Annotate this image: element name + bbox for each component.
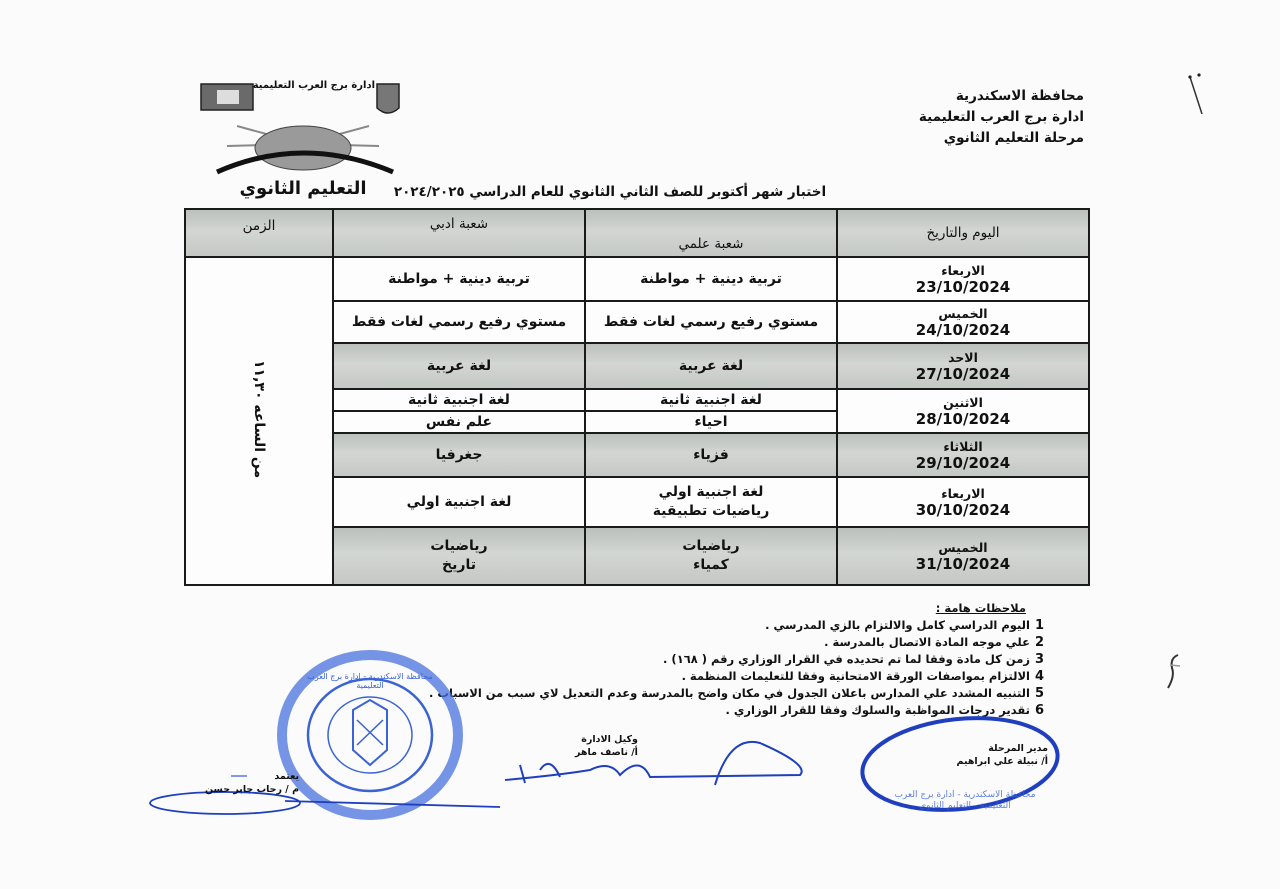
logo-emblem-icon	[197, 78, 409, 178]
note-text: زمن كل مادة وفقا لما تم تحديده في القرار الوزاري رقم ( ١٦٨) .	[663, 652, 1030, 666]
pen-mark-icon	[1185, 72, 1215, 122]
header-day-date-label: اليوم والتاريخ	[926, 225, 1000, 241]
science-subject: فزياء	[693, 447, 729, 463]
science-subject: لغة اجنبية اولي	[658, 484, 764, 500]
day-date-cell	[837, 389, 1089, 433]
notes-section	[429, 600, 1044, 719]
header-time: الزمن	[185, 209, 333, 257]
exam-date: 27/10/2024	[915, 364, 1011, 383]
approval-signature-block	[205, 770, 299, 796]
exam-date: 28/10/2024	[915, 409, 1011, 428]
day-name: الاربعاء	[941, 485, 985, 501]
literary-subject: لغة عربية	[426, 358, 492, 374]
science-subject: كمياء	[693, 557, 729, 573]
logo-top-text: ادارة برج العرب التعليمية	[252, 80, 375, 91]
note-number: 6	[1034, 703, 1044, 718]
exam-schedule-table	[184, 208, 1090, 586]
approval-handwritten-signature-icon	[145, 775, 505, 820]
exam-date: 23/10/2024	[915, 277, 1011, 296]
science-cell	[585, 301, 837, 343]
pen-scribble-icon	[1160, 650, 1190, 695]
literary-subject: جغرفيا	[435, 447, 483, 463]
literary-cell	[333, 527, 585, 585]
science-cell	[585, 343, 837, 389]
note-number: 4	[1034, 669, 1044, 684]
note-item	[429, 617, 1044, 634]
time-cell	[185, 257, 333, 585]
day-date-cell	[837, 477, 1089, 527]
director-name: أ/ نبيلة علي ابراهيم	[956, 756, 1048, 767]
table-header-row	[185, 209, 1089, 257]
exam-date: 24/10/2024	[915, 320, 1011, 339]
note-text: التنبيه المشدد علي المدارس باعلان الجدول في مكان واضح بالمدرسة وعدم التعديل لاي سبب من الاسباب .	[429, 686, 1030, 700]
header-block	[919, 86, 1084, 149]
note-item	[429, 651, 1044, 668]
deputy-handwritten-signature-icon	[500, 735, 810, 795]
science-subject: رياضيات تطبيقية	[652, 503, 770, 519]
deputy-title: وكيل الادارة	[581, 734, 638, 745]
day-name: الاربعاء	[941, 262, 985, 278]
literary-subject: لغة اجنبية ثانية	[333, 389, 585, 411]
header-administration: ادارة برج العرب التعليمية	[918, 109, 1084, 125]
approval-name: م / رحاب جابر حسن	[205, 784, 300, 795]
note-text: علي موجه المادة الاتصال بالمدرسة .	[824, 635, 1030, 649]
literary-cell	[333, 433, 585, 477]
day-date-cell	[837, 527, 1089, 585]
logo-bottom-text: التعليم الثانوي	[239, 178, 367, 199]
note-text: الالتزام بمواصفات الورقة الامتحانية وفقا للتعليمات المنظمة .	[681, 669, 1030, 683]
literary-subject: رياضيات	[430, 538, 488, 554]
science-subject: مستوي رفيع رسمي لغات فقط	[603, 314, 819, 330]
note-number: 3	[1034, 652, 1044, 667]
director-title: مدير المرحلة	[988, 743, 1048, 754]
literary-cell	[333, 343, 585, 389]
day-date-cell	[837, 343, 1089, 389]
page-title: اختبار شهر أكتوبر للصف الثاني الثانوي للعام الدراسي ٢٠٢٤/٢٠٢٥	[393, 184, 827, 200]
day-date-cell	[837, 301, 1089, 343]
notes-title: ملاحظات هامة :	[935, 601, 1026, 615]
note-text: تقدير درجات المواظبة والسلوك وفقا للقرار الوزاري .	[725, 703, 1030, 717]
logo	[197, 78, 409, 202]
science-subject: احياء	[585, 411, 837, 433]
exam-date: 29/10/2024	[915, 453, 1011, 472]
header-day-date	[837, 209, 1089, 257]
header-literary: شعبة ادبي	[333, 209, 585, 257]
deputy-name: أ/ ناصف ماهر	[575, 747, 638, 758]
literary-cell	[333, 301, 585, 343]
literary-subject: تربية دينية + مواطنة	[388, 271, 530, 287]
science-subject: لغة عربية	[678, 358, 744, 374]
day-name: الخميس	[938, 305, 988, 321]
note-number: 2	[1034, 635, 1044, 650]
day-name: الثلاثاء	[943, 438, 983, 454]
day-name: الاحد	[948, 349, 978, 365]
approval-title: يعتمد	[274, 771, 300, 782]
seal-ring-text: محافظة الاسكندرية - ادارة برج العرب التعليمية	[307, 672, 433, 690]
science-cell	[585, 477, 837, 527]
literary-cell	[333, 257, 585, 301]
header-stage: مرحلة التعليم الثانوي	[943, 130, 1084, 146]
day-name: الخميس	[938, 539, 988, 555]
science-cell	[585, 257, 837, 301]
exam-time: من الساعه ١١,٣٠	[251, 359, 267, 479]
header-governorate: محافظة الاسكندرية	[955, 88, 1084, 104]
science-cell	[585, 433, 837, 477]
header-science: شعبة علمي	[585, 209, 837, 257]
day-date-cell	[837, 433, 1089, 477]
science-subject: لغة اجنبية ثانية	[585, 389, 837, 411]
note-text: اليوم الدراسي كامل والالتزام بالزي المدرسي .	[765, 618, 1030, 632]
note-number: 5	[1034, 686, 1044, 701]
science-cell	[585, 527, 837, 585]
science-subject: رياضيات	[682, 538, 740, 554]
day-name: الاثنين	[943, 394, 983, 410]
director-signature-block	[957, 742, 1049, 768]
literary-subject: مستوي رفيع رسمي لغات فقط	[351, 314, 567, 330]
literary-cell	[333, 477, 585, 527]
note-item	[429, 634, 1044, 651]
exam-date: 30/10/2024	[915, 500, 1011, 519]
day-date-cell	[837, 257, 1089, 301]
note-number: 1	[1034, 618, 1044, 633]
oval-stamp-text: محافظة الاسكندرية - ادارة برج العرب التعليمية - التعليم الثانوي	[894, 790, 1036, 811]
literary-subject: علم نفس	[333, 411, 585, 433]
literary-subject: لغة اجنبية اولي	[406, 493, 512, 510]
note-item	[429, 685, 1044, 702]
note-item	[429, 668, 1044, 685]
table-row	[185, 257, 1089, 301]
literary-subject: تاريخ	[442, 557, 476, 573]
science-subject: تربية دينية + مواطنة	[640, 271, 782, 287]
exam-date: 31/10/2024	[915, 554, 1011, 573]
